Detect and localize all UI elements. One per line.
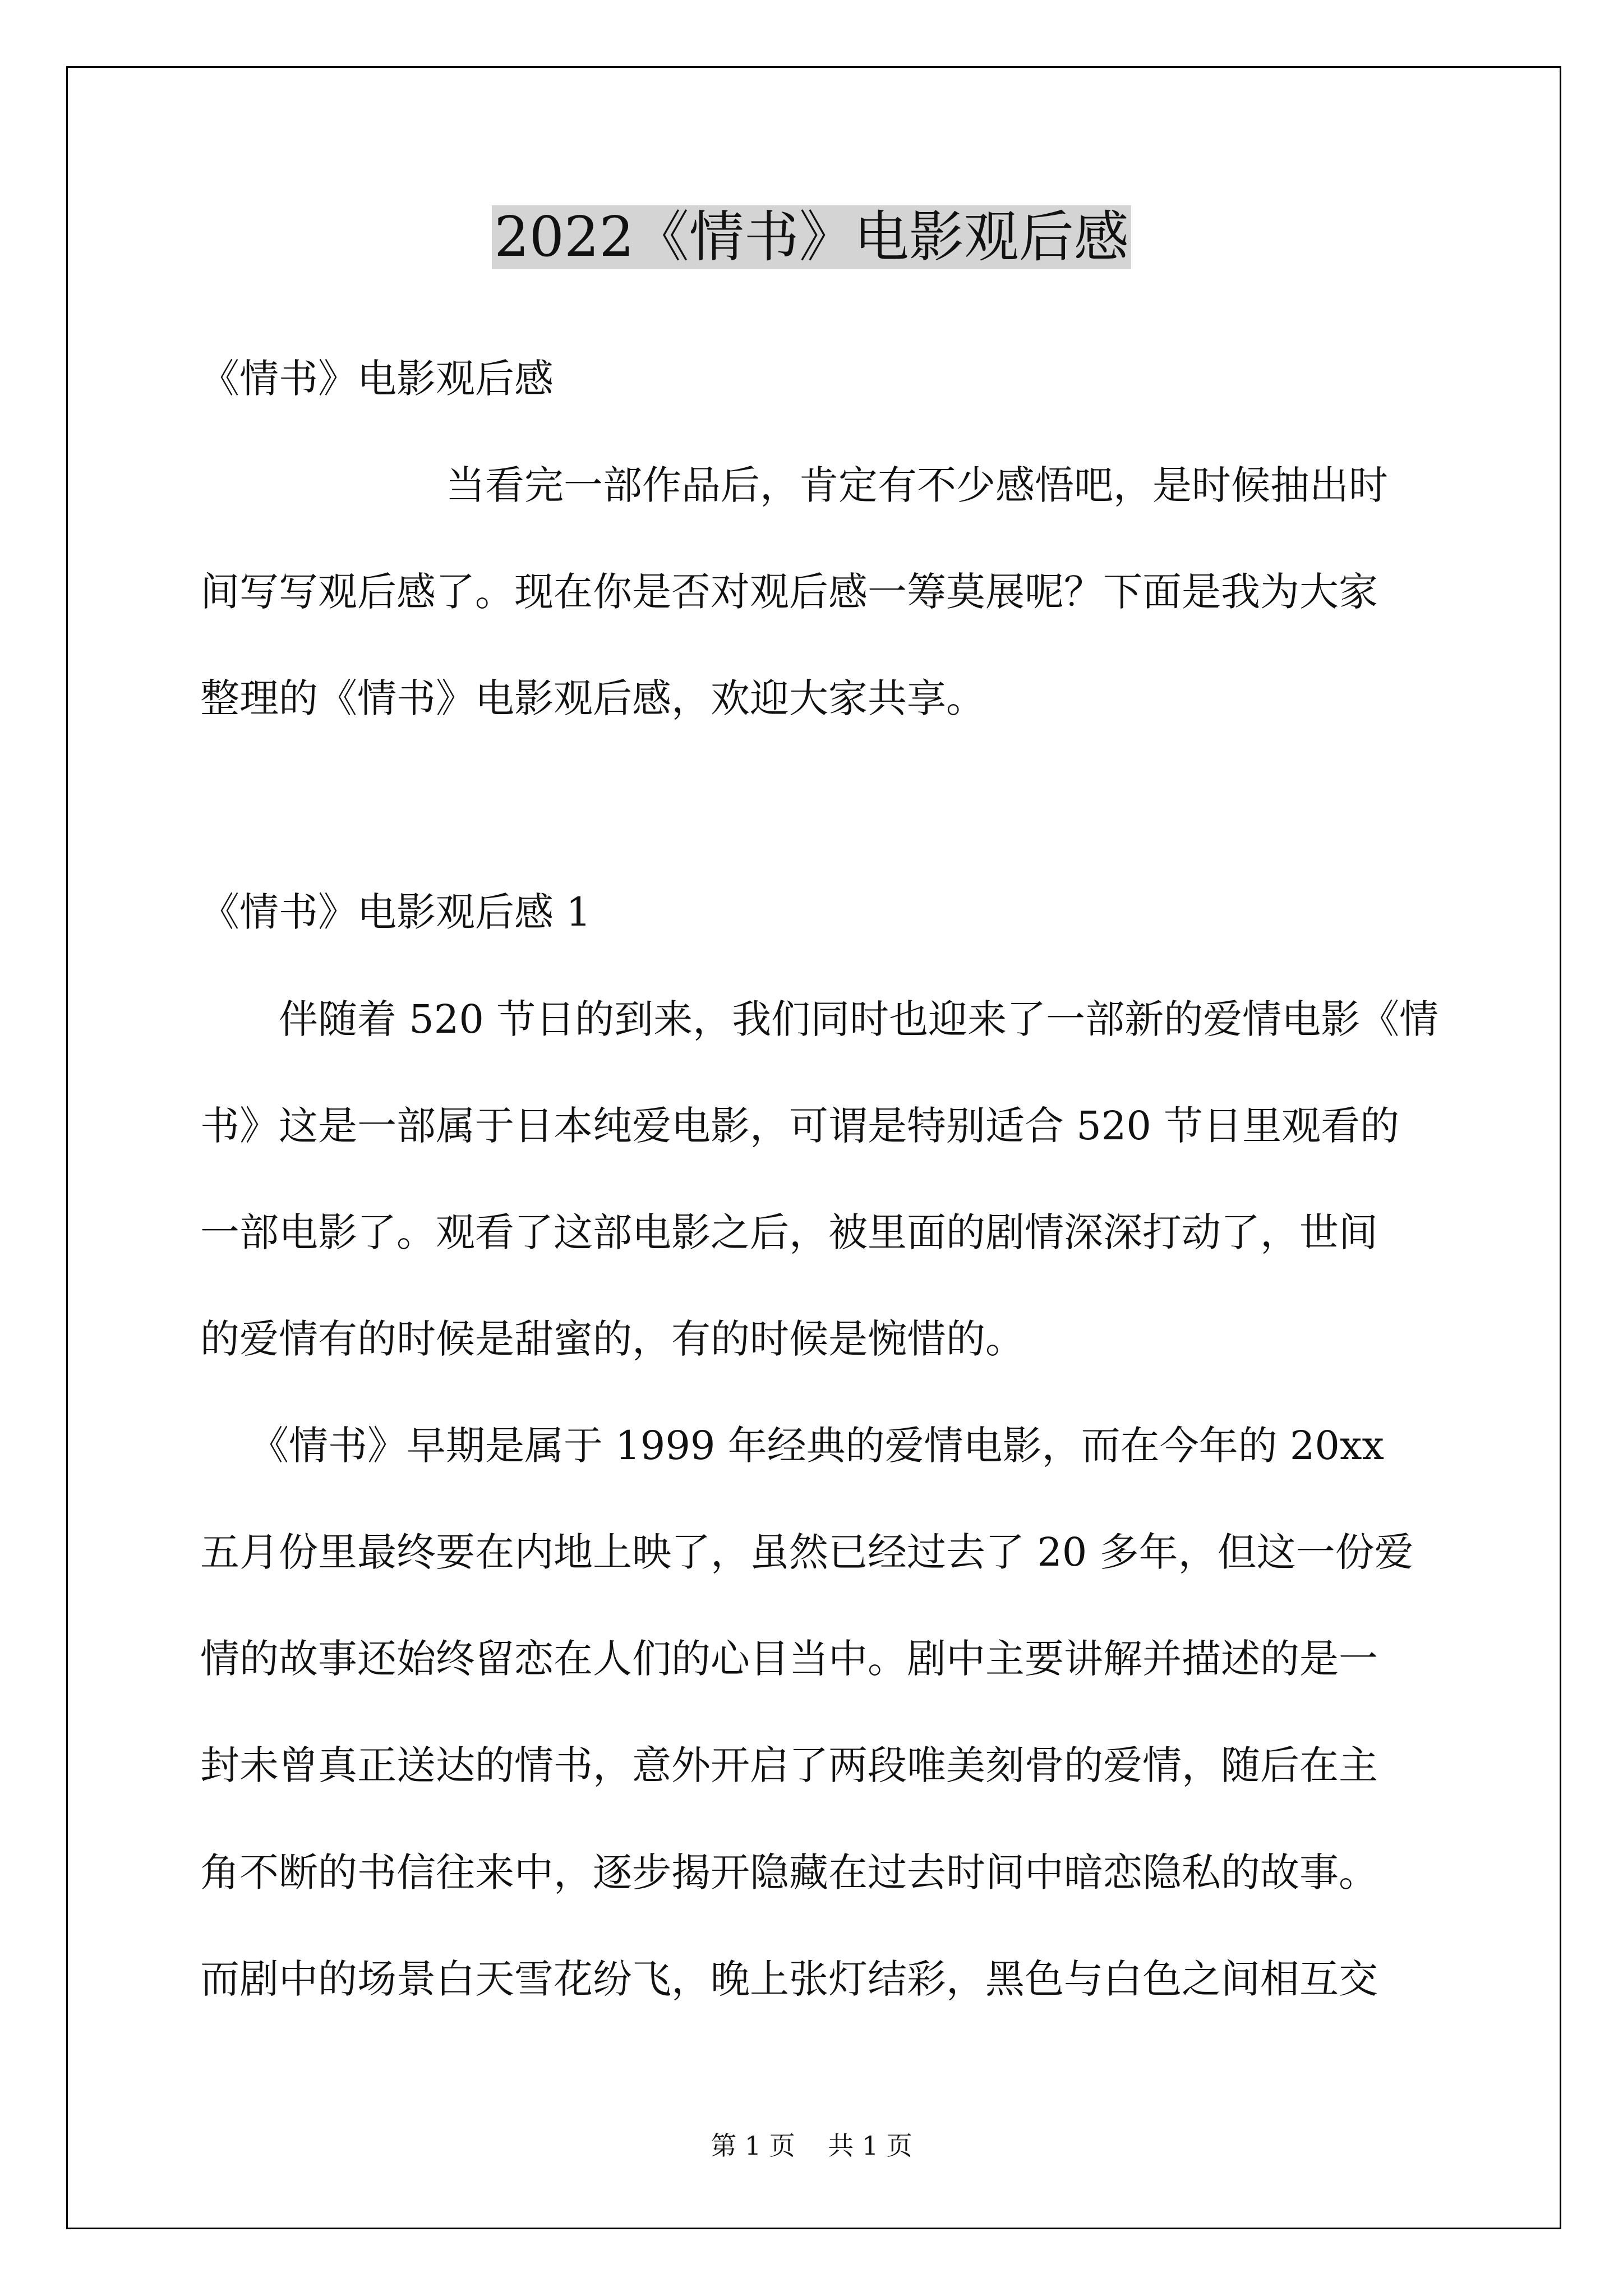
- paragraph-line: 封未曾真正送达的情书，意外开启了两段唯美刻骨的爱情，随后在主: [200, 1742, 1378, 1788]
- document-title: [0, 201, 1623, 274]
- paragraph-line: 的爱情有的时候是甜蜜的，有的时候是惋惜的。: [200, 1316, 1025, 1362]
- paragraph-line: 而剧中的场景白天雪花纷飞，晚上张灯结彩，黑色与白色之间相互交: [200, 1956, 1378, 2002]
- paragraph-line: 伴随着 520 节日的到来，我们同时也迎来了一部新的爱情电影《情: [279, 996, 1439, 1042]
- paragraph-line: 一部电影了。观看了这部电影之后，被里面的剧情深深打动了，世间: [200, 1209, 1378, 1255]
- paragraph-line: 《情书》早期是属于 1999 年经典的爱情电影，而在今年的 20xx: [250, 1423, 1384, 1469]
- paragraph-line: 书》这是一部属于日本纯爱电影，可谓是特别适合 520 节日里观看的: [200, 1103, 1400, 1149]
- intro-line-3: 整理的《情书》电影观后感，欢迎大家共享。: [200, 675, 985, 721]
- subtitle-line: 《情书》电影观后感: [200, 356, 554, 402]
- paragraph-line: 情的故事还始终留恋在人们的心目当中。剧中主要讲解并描述的是一: [200, 1636, 1378, 1682]
- paragraph-line: 角不断的书信往来中，逐步揭开隐藏在过去时间中暗恋隐私的故事。: [200, 1849, 1378, 1895]
- section-heading: 《情书》电影观后感 1: [200, 889, 591, 935]
- title-text: 2022《情书》电影观后感: [492, 205, 1131, 269]
- page-number: 第 1 页 共 1 页: [711, 2131, 912, 2161]
- intro-line-1: 当看完一部作品后，肯定有不少感悟吧，是时候抽出时: [446, 462, 1388, 508]
- paragraph-line: 五月份里最终要在内地上映了，虽然已经过去了 20 多年，但这一份爱: [200, 1529, 1414, 1575]
- intro-line-2: 间写写观后感了。现在你是否对观后感一筹莫展呢？下面是我为大家: [200, 569, 1378, 615]
